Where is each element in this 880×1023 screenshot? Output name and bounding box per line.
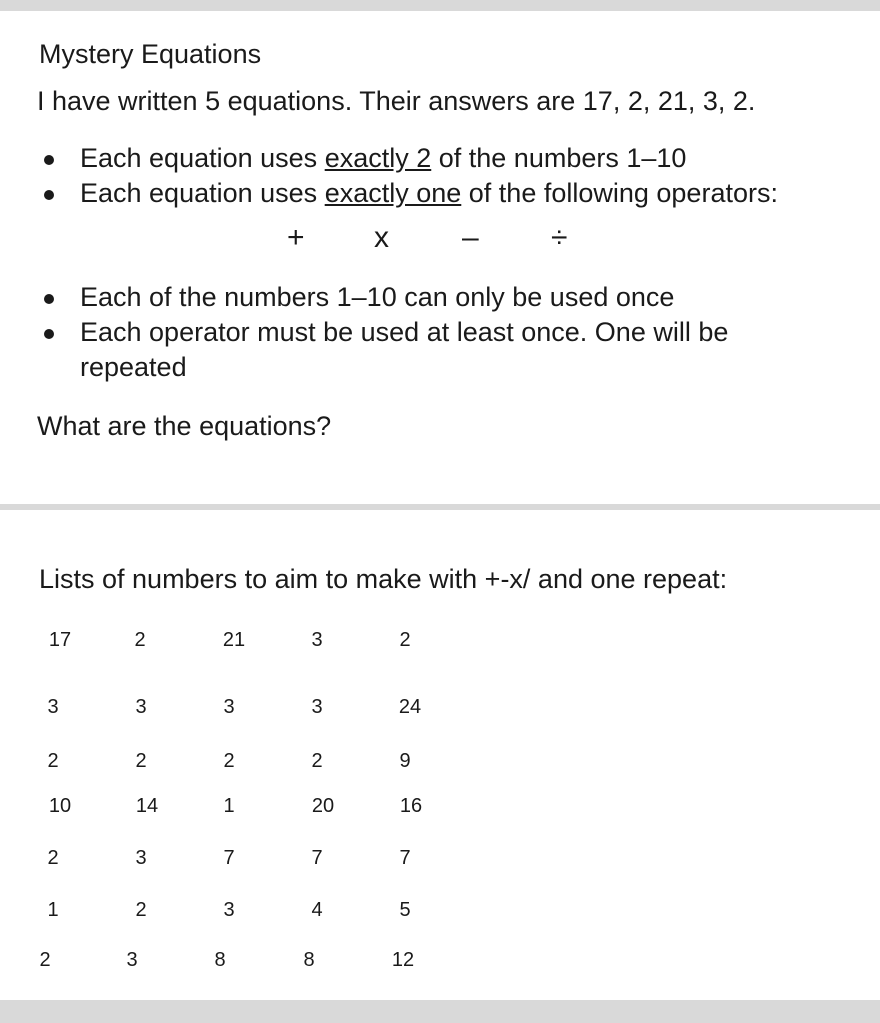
rule-emphasis: exactly one — [324, 178, 462, 208]
rule-text: Each equation uses — [80, 178, 325, 208]
rule-item — [0, 141, 800, 176]
grid-number: 8 — [214, 949, 226, 971]
puzzle-panel — [0, 11, 880, 504]
grid-number: 20 — [311, 795, 335, 817]
grid-number: 3 — [223, 899, 235, 921]
lists-heading: Lists of numbers to aim to make with +-x/ and one repeat: — [39, 564, 728, 594]
bullet-dot-icon — [44, 294, 54, 304]
grid-number: 10 — [48, 795, 72, 817]
grid-number: 3 — [126, 949, 138, 971]
grid-number: 21 — [222, 629, 246, 651]
grid-number: 1 — [47, 899, 59, 921]
rule-text: of the numbers 1–10 — [431, 143, 687, 173]
grid-number: 2 — [223, 750, 235, 772]
bullet-dot-icon — [44, 155, 54, 165]
grid-number: 14 — [135, 795, 159, 817]
rule-emphasis: exactly 2 — [324, 143, 432, 173]
rule-item — [0, 315, 800, 385]
grid-number: 2 — [134, 629, 146, 651]
operator-times: x — [374, 221, 389, 254]
rule-text: Each equation uses — [80, 143, 325, 173]
grid-number: 2 — [135, 750, 147, 772]
rule-text: of the following operators: — [461, 178, 778, 208]
operator-divide: ÷ — [551, 221, 568, 254]
rule-item — [0, 280, 800, 315]
operator-minus: – — [462, 221, 479, 254]
puzzle-question: What are the equations? — [37, 411, 332, 441]
grid-number: 7 — [311, 847, 323, 869]
operator-plus: + — [287, 221, 305, 254]
rule-text: Each operator must be used at least once. One will be repeated — [80, 317, 729, 382]
grid-number: 9 — [399, 750, 411, 772]
grid-number: 2 — [39, 949, 51, 971]
rule-item — [0, 176, 800, 211]
grid-number: 7 — [399, 847, 411, 869]
bullet-dot-icon — [44, 190, 54, 200]
grid-number: 2 — [311, 750, 323, 772]
grid-number: 12 — [391, 949, 415, 971]
grid-number: 5 — [399, 899, 411, 921]
grid-number: 16 — [399, 795, 423, 817]
bullet-dot-icon — [44, 329, 54, 339]
operators-row — [0, 221, 880, 261]
grid-number: 7 — [223, 847, 235, 869]
rules-list — [0, 280, 800, 385]
lists-panel — [0, 510, 880, 1000]
grid-number: 8 — [303, 949, 315, 971]
grid-number: 2 — [47, 750, 59, 772]
grid-number: 3 — [311, 696, 323, 718]
grid-number: 2 — [47, 847, 59, 869]
grid-number: 4 — [311, 899, 323, 921]
grid-number: 3 — [311, 629, 323, 651]
grid-number: 2 — [135, 899, 147, 921]
grid-number: 1 — [223, 795, 235, 817]
rules-list — [0, 141, 800, 211]
grid-number: 3 — [135, 696, 147, 718]
grid-number: 17 — [48, 629, 72, 651]
grid-number: 24 — [398, 696, 422, 718]
grid-number: 3 — [223, 696, 235, 718]
puzzle-intro: I have written 5 equations. Their answers are 17, 2, 21, 3, 2. — [37, 86, 756, 116]
puzzle-title: Mystery Equations — [39, 39, 262, 69]
grid-number: 3 — [47, 696, 59, 718]
grid-number: 3 — [135, 847, 147, 869]
grid-number: 2 — [399, 629, 411, 651]
rule-text: Each of the numbers 1–10 can only be used once — [80, 282, 675, 312]
